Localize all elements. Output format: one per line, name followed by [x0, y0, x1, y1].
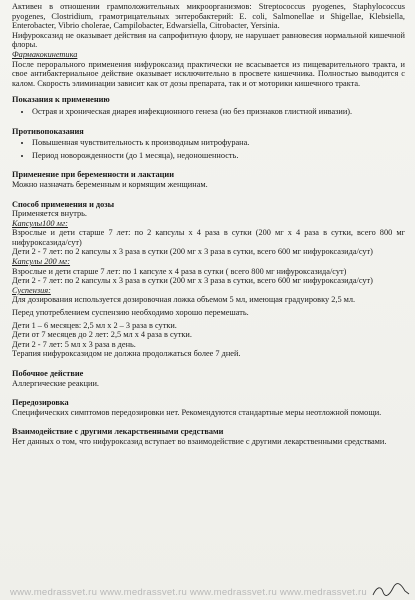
watermark-text: www.medrassvet.ru [189, 586, 278, 598]
overdose-text: Специфических симптомов передозировки нет. Рекомендуются стандартные меры неотложной помощи. [12, 407, 382, 417]
pregnancy-heading: Применение при беременности и лактации [12, 170, 174, 180]
caps100-children: Дети 2 - 7 лет: по 2 капсулы х 3 раза в сутки (200 мг х 3 раза в сутки, всего 600 мг нифуроксазида/сут) [12, 247, 373, 257]
suspension-shake: Перед употреблением суспензию необходимо хорошо перемешать. [12, 308, 249, 318]
therapy-duration: Терапия нифуроксазидом не должна продолжаться более 7 дней. [12, 349, 241, 359]
dosage-heading: Способ применения и дозы [12, 199, 115, 209]
dosage-intro: Применяется внутрь. [12, 209, 87, 219]
watermark-text: www.medrassvet.ru [10, 586, 98, 598]
caps200-adults: Взрослые и дети старше 7 лет: по 1 капсуле х 4 раза в сутки ( всего 800 мг нифуроксазида/сут) [12, 266, 347, 276]
indications-list [12, 107, 405, 117]
watermark-footer [0, 584, 415, 600]
side-effects-heading: Побочное действие [12, 369, 84, 378]
intro-paragraph-flora: Нифуроксазид не оказывает действия на сапрофитную флору, не нарушает равновесия нормальной кишечной флоры. [12, 30, 405, 50]
overdose-heading: Передозировка [12, 398, 69, 408]
signature-scribble [371, 582, 411, 598]
caps200-label: Капсулы 200 мг: [12, 257, 71, 267]
caps100-label: Капсулы100 мг: [12, 218, 68, 228]
watermark-text: www.medrassvet.ru [279, 586, 367, 598]
contraindications-list [12, 138, 405, 160]
interactions-text: Нет данных о том, что нифуроксазид вступает во взаимодействие с другими лекарственными средствами. [12, 436, 387, 446]
caps100-adults: Взрослые и дети старше 7 лет: по 2 капсулы х 4 раза в сутки (200 мг х 4 раза в сутки, всего 800 мг нифуроксазида/сут) [12, 228, 405, 247]
suspension-7-24-months: Дети от 7 месяцев до 2 лет: 2,5 мл х 4 раза в сутки. [12, 330, 192, 340]
suspension-spoon: Для дозирования используется дозировочная ложка объемом 5 мл, имеющая градуировку 2,5 мл. [12, 295, 356, 305]
list-item: • Период новорожденности (до 1 месяца), недоношенность. [32, 151, 405, 161]
watermark-text: www.medrassvet.ru [99, 586, 188, 598]
document-body [12, 2, 405, 447]
contraindications-heading: Противопоказания [12, 126, 84, 136]
suspension-2-7-years: Дети 2 - 7 лет: 5 мл х 3 раза в день. [12, 339, 136, 349]
list-item: • Повышенная чувствительность к производным нитрофурана. [32, 138, 405, 148]
caps200-children: Дети 2 - 7 лет: по 2 капсулы х 3 раза в сутки (200 мг х 3 раза в сутки, всего 600 мг нифуроксазида/сут) [12, 276, 373, 286]
intro-paragraph-activity: Активен в отношении грамположительных микроорганизмов: Streptococcus pyogenes, Staphylococcus pyogenes, Clostridium, грамотрицательных энтеробактерий: E. coli, Salmonellae и Shigellae, Klebsiella, Enterobacter, Vibrio cholerae, Campilobacter, Edwarsiella, Citrobacter, Yersinia. [12, 2, 405, 31]
side-effects-text: Аллергические реакции. [12, 378, 99, 388]
pregnancy-text: Можно назначать беременным и кормящим женщинам. [12, 179, 208, 189]
interactions-heading: Взаимодействие с другими лекарственными средствами [12, 427, 224, 437]
suspension-1-6-months: Дети 1 – 6 месяцев: 2,5 мл х 2 – 3 раза в сутки. [12, 320, 177, 330]
suspension-label: Суспензия: [12, 285, 51, 295]
indications-heading: Показания к применению [12, 95, 110, 105]
pharmacokinetics-heading: Фармакокинетика [12, 49, 78, 59]
list-item: • Острая и хроническая диарея инфекционного генеза (но без признаков глистной инвазии). [32, 107, 405, 117]
pharmacokinetics-text: После перорального применения нифуроксазид практически не всасывается из пищеварительного тракта, и свое антибактериальное действие оказывает исключительно в просвете кишечника. Полностью выводится с калом. Скорость элиминации зависит как от дозы препарата, так и от моторики кишечного тракта. [12, 59, 405, 88]
